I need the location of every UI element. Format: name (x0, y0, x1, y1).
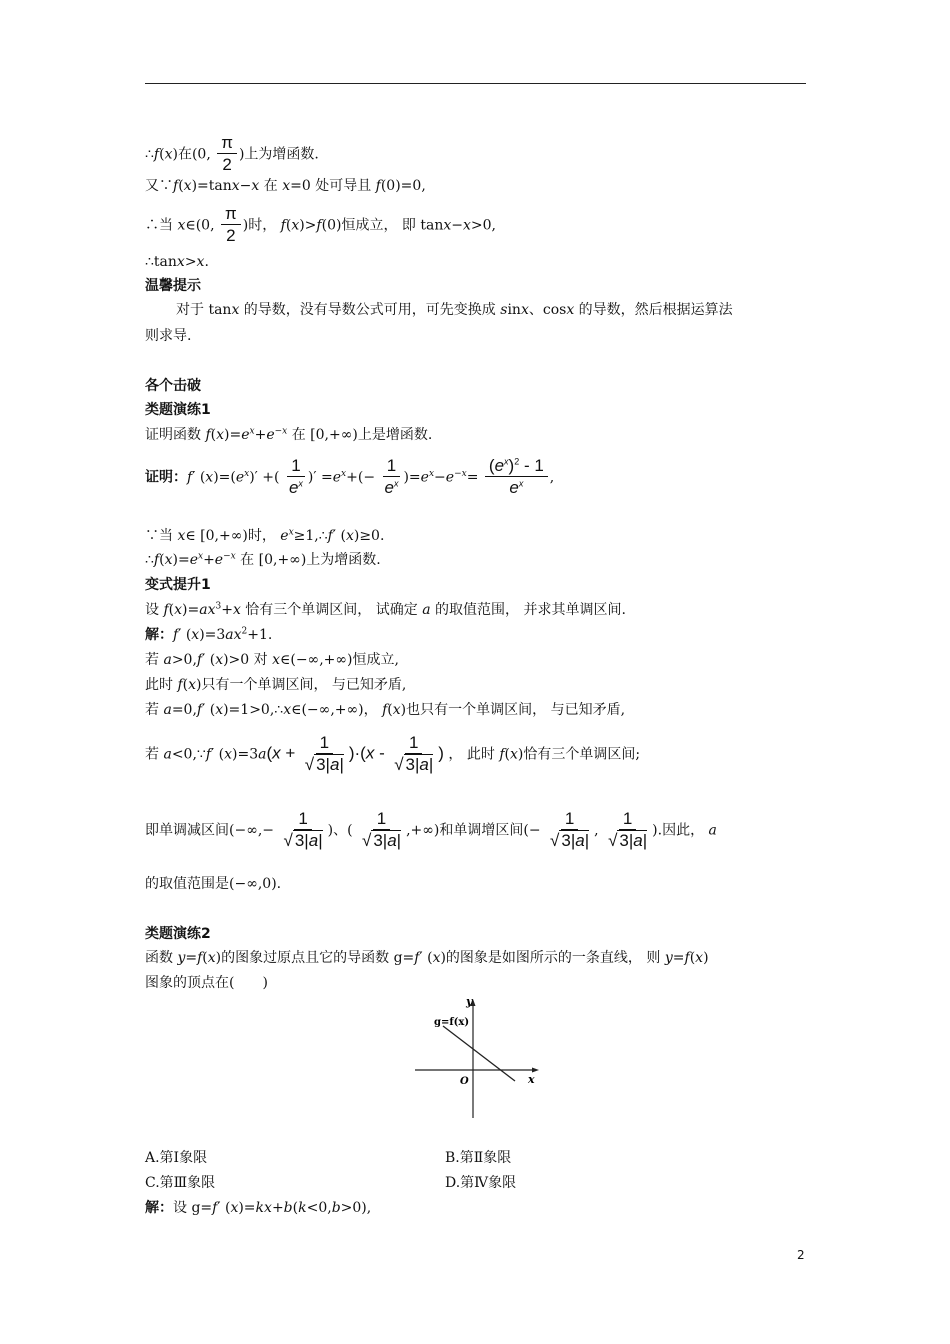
line-differentiable: 又∵f(x)=tanx−x 在 x=0 处可导且 f(0)=0, (145, 178, 426, 194)
exercise-1-heading: 类题演练1 (145, 402, 211, 418)
option-d: D.第Ⅳ象限 (445, 1175, 517, 1191)
fraction-1-over-root: $\frac{1}{√ 3|a|}$ (608, 809, 648, 850)
tip-body: 对于 tanx 的导数，没有导数公式可用，可先变换成 sinx、cosx 的导数，然后根据运算法 (176, 302, 733, 318)
fraction-pi-over-2: $\frac{\pi}{2}$ (221, 204, 241, 247)
tip-body-cont: 则求导. (145, 328, 192, 344)
variant-heading: 变式提升1 (145, 577, 211, 593)
variant-solution-4: 若 a=0,f′ (x)=1>0,∴x∈(−∞,+∞)， f(x)也只有一个单调区间， 与已知矛盾, (145, 702, 626, 718)
fraction-1-over-root: $\frac{1}{√ 3|a|}$ (550, 809, 590, 850)
fraction-1-over-ex: $\frac{1}{e^x}$ (288, 456, 303, 497)
fraction-1-over-root: $\frac{1}{√ 3|a|}$ (394, 733, 434, 774)
option-c: C.第Ⅲ象限 (145, 1175, 216, 1191)
fraction-1-over-root: $\frac{1}{√ 3|a|}$ (304, 733, 344, 774)
exercise-2-heading: 类题演练2 (145, 926, 211, 942)
fraction-1-over-root: $\frac{1}{√ 3|a|}$ (361, 809, 402, 850)
line-conclusion: ∴tanx>x. (145, 254, 209, 270)
variant-question: 设 $f(x)=ax^3+x$ 恰有三个单调区间， 试确定 a 的取值范围， 并求其单调区间. (145, 601, 626, 618)
page-number: 2 (797, 1248, 805, 1262)
section-heading: 各个击破 (145, 378, 201, 394)
variant-solution-3: 此时 f(x)只有一个单调区间， 与已知矛盾, (145, 677, 407, 693)
exercise-1-question: 证明函数 $f(x)=e^x+e^{-x}$ 在 [0,+∞)上是增函数. (145, 426, 433, 443)
origin-label: O (460, 1076, 469, 1087)
exercise-2-solution: 解：设 g=f′ (x)=kx+b(k<0,b>0), (145, 1200, 372, 1216)
exercise-2-question-cont: 图象的顶点在( ) (145, 975, 268, 991)
fraction-pi-over-2: $\frac{\pi}{2}$ (217, 133, 237, 176)
variant-solution-2: 若 a>0,f′ (x)>0 对 x∈(−∞,+∞)恒成立, (145, 652, 399, 668)
exercise-1-proof-derivative: 证明：f′ $(x)=(e^x)'$ +( $\frac{1}{e^x}$ )′ $=e^x+(-$ $\frac{1}{e^x}$ )$=e^x-e^{-x}=$ $\frac{(e^x)^2 - 1}{e^x}$ , (145, 456, 555, 497)
exercise-2-question: 函数 y=f(x)的图象过原点且它的导函数 g=f′ (x)的图象是如图所示的一条直线， 则 y=f(x) (145, 950, 709, 966)
option-a: A.第Ⅰ象限 (145, 1150, 208, 1166)
exercise-1-proof-end: $\therefore f(x)=e^x+e^{-x}$ 在 [0,+∞)上为增函数. (145, 551, 381, 568)
variant-solution-1: 解：f′ $(x)=3ax^2+1$. (145, 626, 273, 643)
x-axis-label: x (528, 1073, 535, 1086)
header-rule (145, 83, 806, 84)
fraction-ex-squared: $\frac{(e^x)^2 - 1}{e^x}$ (485, 456, 548, 499)
tip-heading: 温馨提示 (145, 278, 201, 294)
variant-solution-7: 的取值范围是(−∞,0). (145, 876, 282, 892)
line-when-x-in: ∴当 x∈(0, $\frac{\pi}{2}$ )时， f(x)>f(0)恒成立， 即 tanx−x>0, (145, 204, 496, 245)
fraction-1-over-root: $\frac{1}{√ 3|a|}$ (283, 809, 323, 850)
x-axis-arrow (532, 1068, 539, 1073)
exercise-1-proof-cond: ∵当 x∈ [0,+∞)时， $e^x\ge 1,\therefore f'$ (x)≥0. (145, 527, 385, 544)
line-increasing: ∴f(x)在(0, $\frac{\pi}{2}$ )上为增函数. (145, 133, 319, 174)
y-axis-label: y (466, 996, 473, 1008)
derivative-line (443, 1026, 515, 1081)
line-label: g=f(x) (434, 1017, 470, 1028)
fraction-1-over-ex: $\frac{1}{e^x}$ (384, 456, 399, 497)
variant-solution-6: 即单调减区间(−∞,− $\frac{1}{√ 3|a|}$ )、( $\frac{1}{√ 3|a|}$ ,+∞)和单调增区间(− $\frac{1}{√ 3|a|}$ , $\frac{1}{√ 3|a|}$ ).因此， a (145, 809, 717, 850)
derivative-graph (410, 996, 540, 1120)
option-b: B.第Ⅱ象限 (445, 1150, 512, 1166)
variant-solution-5: 若 a<0,∵f′ (x)=3a(x + $\frac{1}{√ 3|a|}$ )·(x - $\frac{1}{√ 3|a|}$ ) ， 此时 f(x)恰有三个单调区间; (145, 733, 641, 774)
